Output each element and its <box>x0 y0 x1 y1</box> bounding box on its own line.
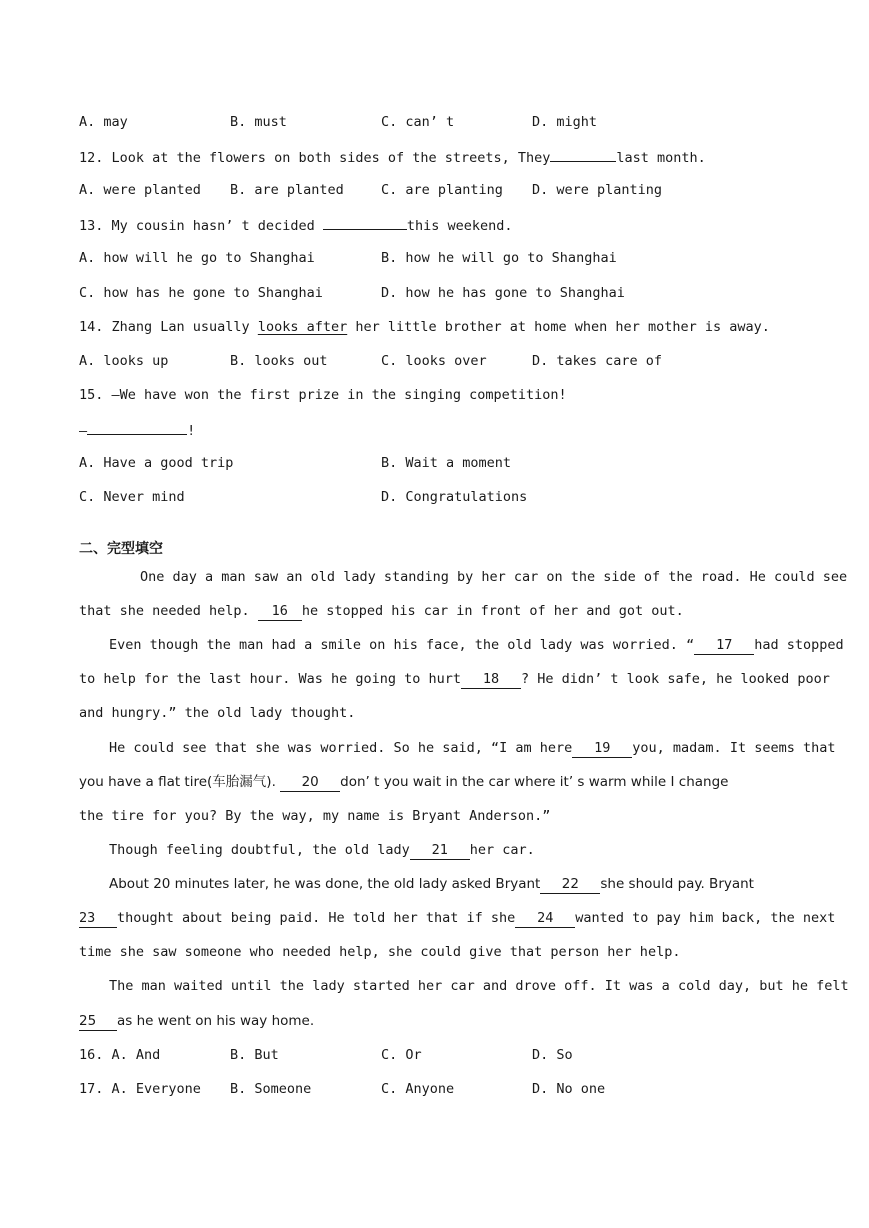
q11-option-d: D. might <box>532 114 598 130</box>
passage-text: had stopped <box>754 637 844 653</box>
q14-stem-end: her little brother at home when her mother is away. <box>347 319 770 335</box>
q14-stem <box>79 317 770 337</box>
q17-option-b: B. Someone <box>230 1081 312 1097</box>
q13-blank <box>323 214 407 230</box>
q16-option-a: 16. A. And <box>79 1047 161 1063</box>
passage-text: Though feeling doubtful, the old lady <box>109 842 410 858</box>
passage-p4 <box>79 840 821 860</box>
q13-stem-end: this weekend. <box>406 218 513 234</box>
q11-option-b: B. must <box>230 114 287 130</box>
q15-stem: 15. —We have won the first prize in the singing competition! <box>79 387 567 403</box>
passage-text: thought about being paid. He told her that if she <box>117 910 516 926</box>
q12-option-a: A. were planted <box>79 182 201 198</box>
passage-p2-line1 <box>79 635 844 655</box>
q13-stem <box>79 214 513 234</box>
passage-text: About 20 minutes later, he was done, the old lady asked Bryant <box>109 876 541 892</box>
q15-option-c: C. Never mind <box>79 489 185 505</box>
q14-option-a: A. looks up <box>79 353 169 369</box>
passage-p5-line3: time she saw someone who needed help, she could give that person her help. <box>79 944 681 960</box>
passage-text: he stopped his car in front of her and got out. <box>301 603 684 619</box>
passage-text: you have a flat tire(车胎漏气). <box>79 774 281 790</box>
q13-option-c: C. how has he gone to Shanghai <box>79 285 323 301</box>
q14-option-b: B. looks out <box>230 353 328 369</box>
q12-blank <box>550 146 616 162</box>
blank-19: 19 <box>572 740 632 758</box>
section-heading: 二、完型填空 <box>79 541 163 557</box>
passage-p1-line2 <box>79 601 791 621</box>
q16-option-b: B. But <box>230 1047 279 1063</box>
blank-18: 18 <box>461 671 521 689</box>
q12-option-d: D. were planting <box>532 182 663 198</box>
q17-option-d: D. No one <box>532 1081 606 1097</box>
blank-16: 16 <box>258 603 302 621</box>
passage-p5-line1 <box>79 874 821 894</box>
q15-reply-dash: — <box>79 423 88 439</box>
q12-option-b: B. are planted <box>230 182 344 198</box>
q11-option-a: A. may <box>79 114 128 130</box>
q11-option-c: C. can’ t <box>381 114 455 130</box>
passage-p3-line3: the tire for you? By the way, my name is Bryant Anderson.” <box>79 808 551 824</box>
q15-reply <box>79 419 195 439</box>
blank-22: 22 <box>540 876 600 894</box>
q12-stem-text: 12. Look at the flowers on both sides of the streets, They <box>79 150 551 166</box>
q17-option-a: 17. A. Everyone <box>79 1081 201 1097</box>
blank-20: 20 <box>280 774 340 792</box>
q13-option-d: D. how he has gone to Shanghai <box>381 285 625 301</box>
q12-stem-end: last month. <box>616 150 706 166</box>
passage-text: wanted to pay him back, the next <box>575 910 836 926</box>
passage-text: to help for the last hour. Was he going to hurt <box>79 671 462 687</box>
passage-text: she should pay. Bryant <box>600 876 754 892</box>
passage-text: He could see that she was worried. So he said, “I am here <box>109 740 573 756</box>
blank-23: 23 <box>79 910 117 928</box>
passage-p6-line1: The man waited until the lady started her car and drove off. It was a cold day, but he felt <box>109 978 849 994</box>
q13-option-a: A. how will he go to Shanghai <box>79 250 315 266</box>
q12-option-c: C. are planting <box>381 182 503 198</box>
q14-option-c: C. looks over <box>381 353 487 369</box>
passage-p5-line2 <box>79 908 836 928</box>
passage-text: ? He didn’ t look safe, he looked poor <box>521 671 830 687</box>
passage-p3-line2 <box>79 772 791 792</box>
passage-text: as he went on his way home. <box>117 1013 315 1029</box>
q15-blank <box>87 419 187 435</box>
q15-reply-end: ! <box>187 423 196 439</box>
q14-underlined-phrase: looks after <box>257 319 348 335</box>
q13-stem-text: 13. My cousin hasn’ t decided <box>79 218 323 234</box>
passage-text: you, madam. It seems that <box>632 740 836 756</box>
blank-17: 17 <box>694 637 754 655</box>
passage-p2-line2 <box>79 669 830 689</box>
passage-p3-line1 <box>79 738 836 758</box>
passage-text: don’ t you wait in the car where it’ s warm while I change <box>340 774 729 790</box>
passage-text: that she needed help. <box>79 603 258 619</box>
q15-option-b: B. Wait a moment <box>381 455 512 471</box>
q12-stem <box>79 146 706 166</box>
passage-p2-line3: and hungry.” the old lady thought. <box>79 705 356 721</box>
q16-option-d: D. So <box>532 1047 573 1063</box>
blank-21: 21 <box>410 842 470 860</box>
q15-option-a: A. Have a good trip <box>79 455 234 471</box>
blank-25: 25 <box>79 1013 117 1031</box>
q13-option-b: B. how he will go to Shanghai <box>381 250 617 266</box>
passage-p1-line1: One day a man saw an old lady standing by her car on the side of the road. He could see <box>140 569 848 585</box>
passage-text: Even though the man had a smile on his face, the old lady was worried. “ <box>109 637 695 653</box>
q16-option-c: C. Or <box>381 1047 422 1063</box>
q17-option-c: C. Anyone <box>381 1081 455 1097</box>
q14-stem-text: 14. Zhang Lan usually <box>79 319 258 335</box>
passage-text: her car. <box>469 842 535 858</box>
blank-24: 24 <box>515 910 575 928</box>
q15-option-d: D. Congratulations <box>381 489 528 505</box>
q14-option-d: D. takes care of <box>532 353 663 369</box>
passage-p6-line2 <box>79 1011 791 1031</box>
